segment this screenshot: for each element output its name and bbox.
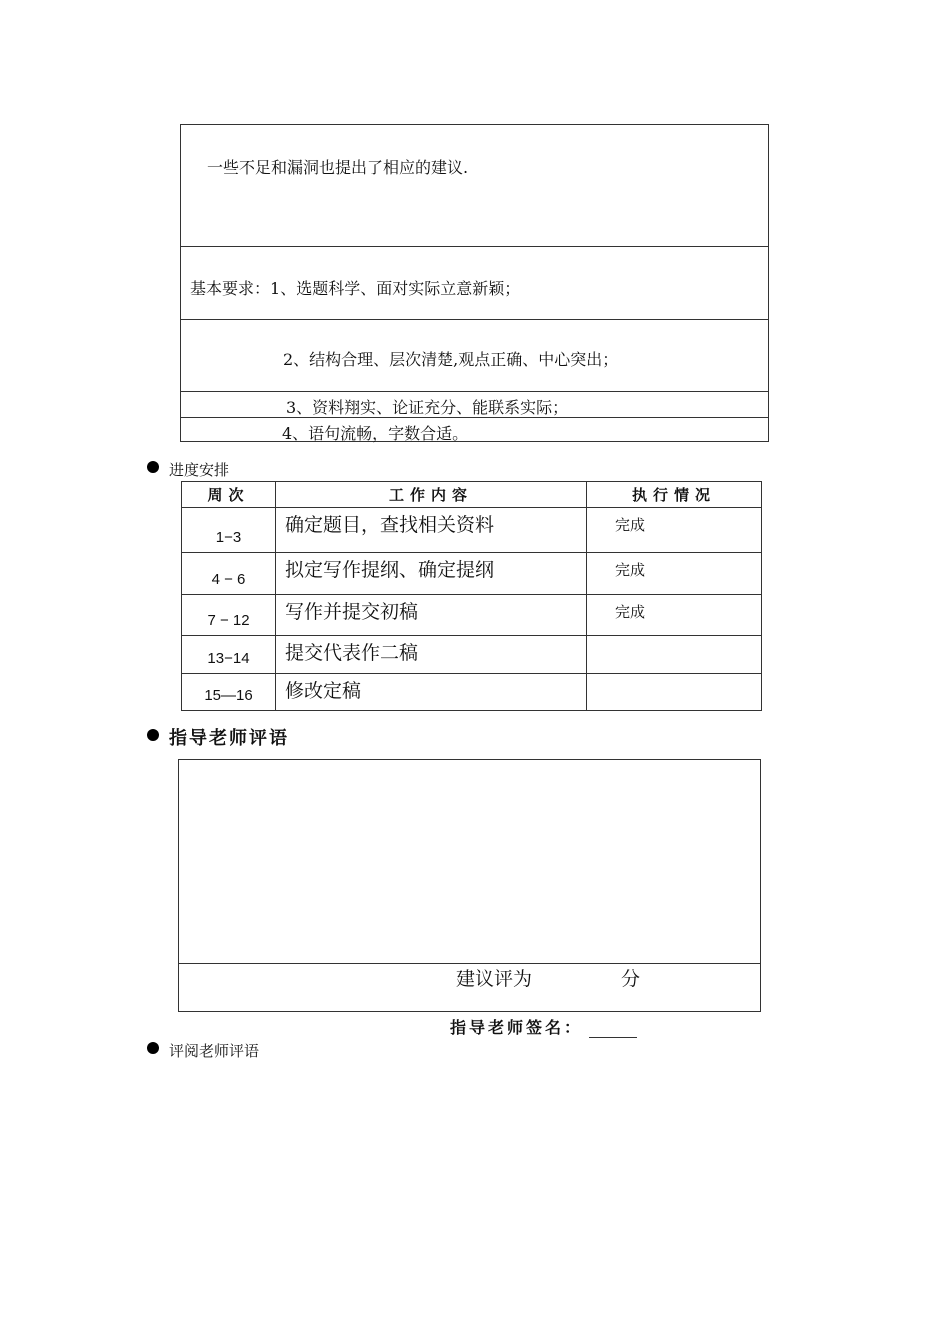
week-cell: 13−14: [182, 636, 276, 674]
week-cell: 15—16: [182, 674, 276, 711]
header-work: 工作内容: [276, 482, 587, 508]
divider: [181, 391, 768, 392]
requirement-item: 2、结构合理、层次清楚,观点正确、中心突出；: [283, 350, 619, 369]
table-row: [182, 595, 762, 636]
schedule-title: 进度安排: [169, 461, 230, 479]
requirement-item: 1、选题科学、面对实际立意新颖；: [270, 279, 521, 298]
work-cell: 确定题目，查找相关资料: [276, 508, 587, 553]
advisor-comment-box: [178, 759, 761, 1012]
divider: [181, 417, 768, 418]
week-cell: 4 − 6: [182, 553, 276, 595]
grade-unit: 分: [621, 968, 641, 990]
status-cell: 完成: [587, 508, 762, 553]
bullet-icon: [147, 729, 159, 741]
requirements-box: [180, 124, 769, 442]
divider: [181, 319, 768, 320]
work-cell: 提交代表作二稿: [276, 636, 587, 674]
work-cell: 修改定稿: [276, 674, 587, 711]
table-row: [182, 553, 762, 595]
divider: [181, 246, 768, 247]
requirement-item: 3、资料翔实、论证充分、能联系实际；: [286, 398, 569, 417]
bullet-icon: [147, 1042, 159, 1054]
week-cell: 7 − 12: [182, 595, 276, 636]
status-cell: [587, 674, 762, 711]
basic-requirements-row: [190, 276, 520, 299]
status-cell: [587, 636, 762, 674]
status-cell: 完成: [587, 553, 762, 595]
table-header-row: [182, 482, 762, 508]
grade-label: 建议评为: [456, 968, 533, 990]
schedule-table: [181, 481, 762, 711]
table-row: [182, 636, 762, 674]
status-cell: 完成: [587, 595, 762, 636]
bullet-icon: [147, 461, 159, 473]
intro-text: 一些不足和漏洞也提出了相应的建议.: [207, 158, 469, 177]
work-cell: 写作并提交初稿: [276, 595, 587, 636]
work-cell: 拟定写作提纲、确定提纲: [276, 553, 587, 595]
header-week: 周次: [182, 482, 276, 508]
requirement-item: 4、语句流畅，字数合适。: [282, 424, 469, 443]
signature-row: [450, 1015, 637, 1038]
header-status: 执行情况: [587, 482, 762, 508]
signature-label: 指导老师签名：: [450, 1018, 584, 1037]
table-row: [182, 508, 762, 553]
reviewer-comment-title: 评阅老师评语: [169, 1042, 260, 1060]
signature-field: [589, 1023, 637, 1038]
advisor-comment-title: 指导老师评语: [169, 728, 289, 749]
basic-label: 基本要求：: [190, 279, 271, 298]
table-row: [182, 674, 762, 711]
week-cell: 1−3: [182, 508, 276, 553]
